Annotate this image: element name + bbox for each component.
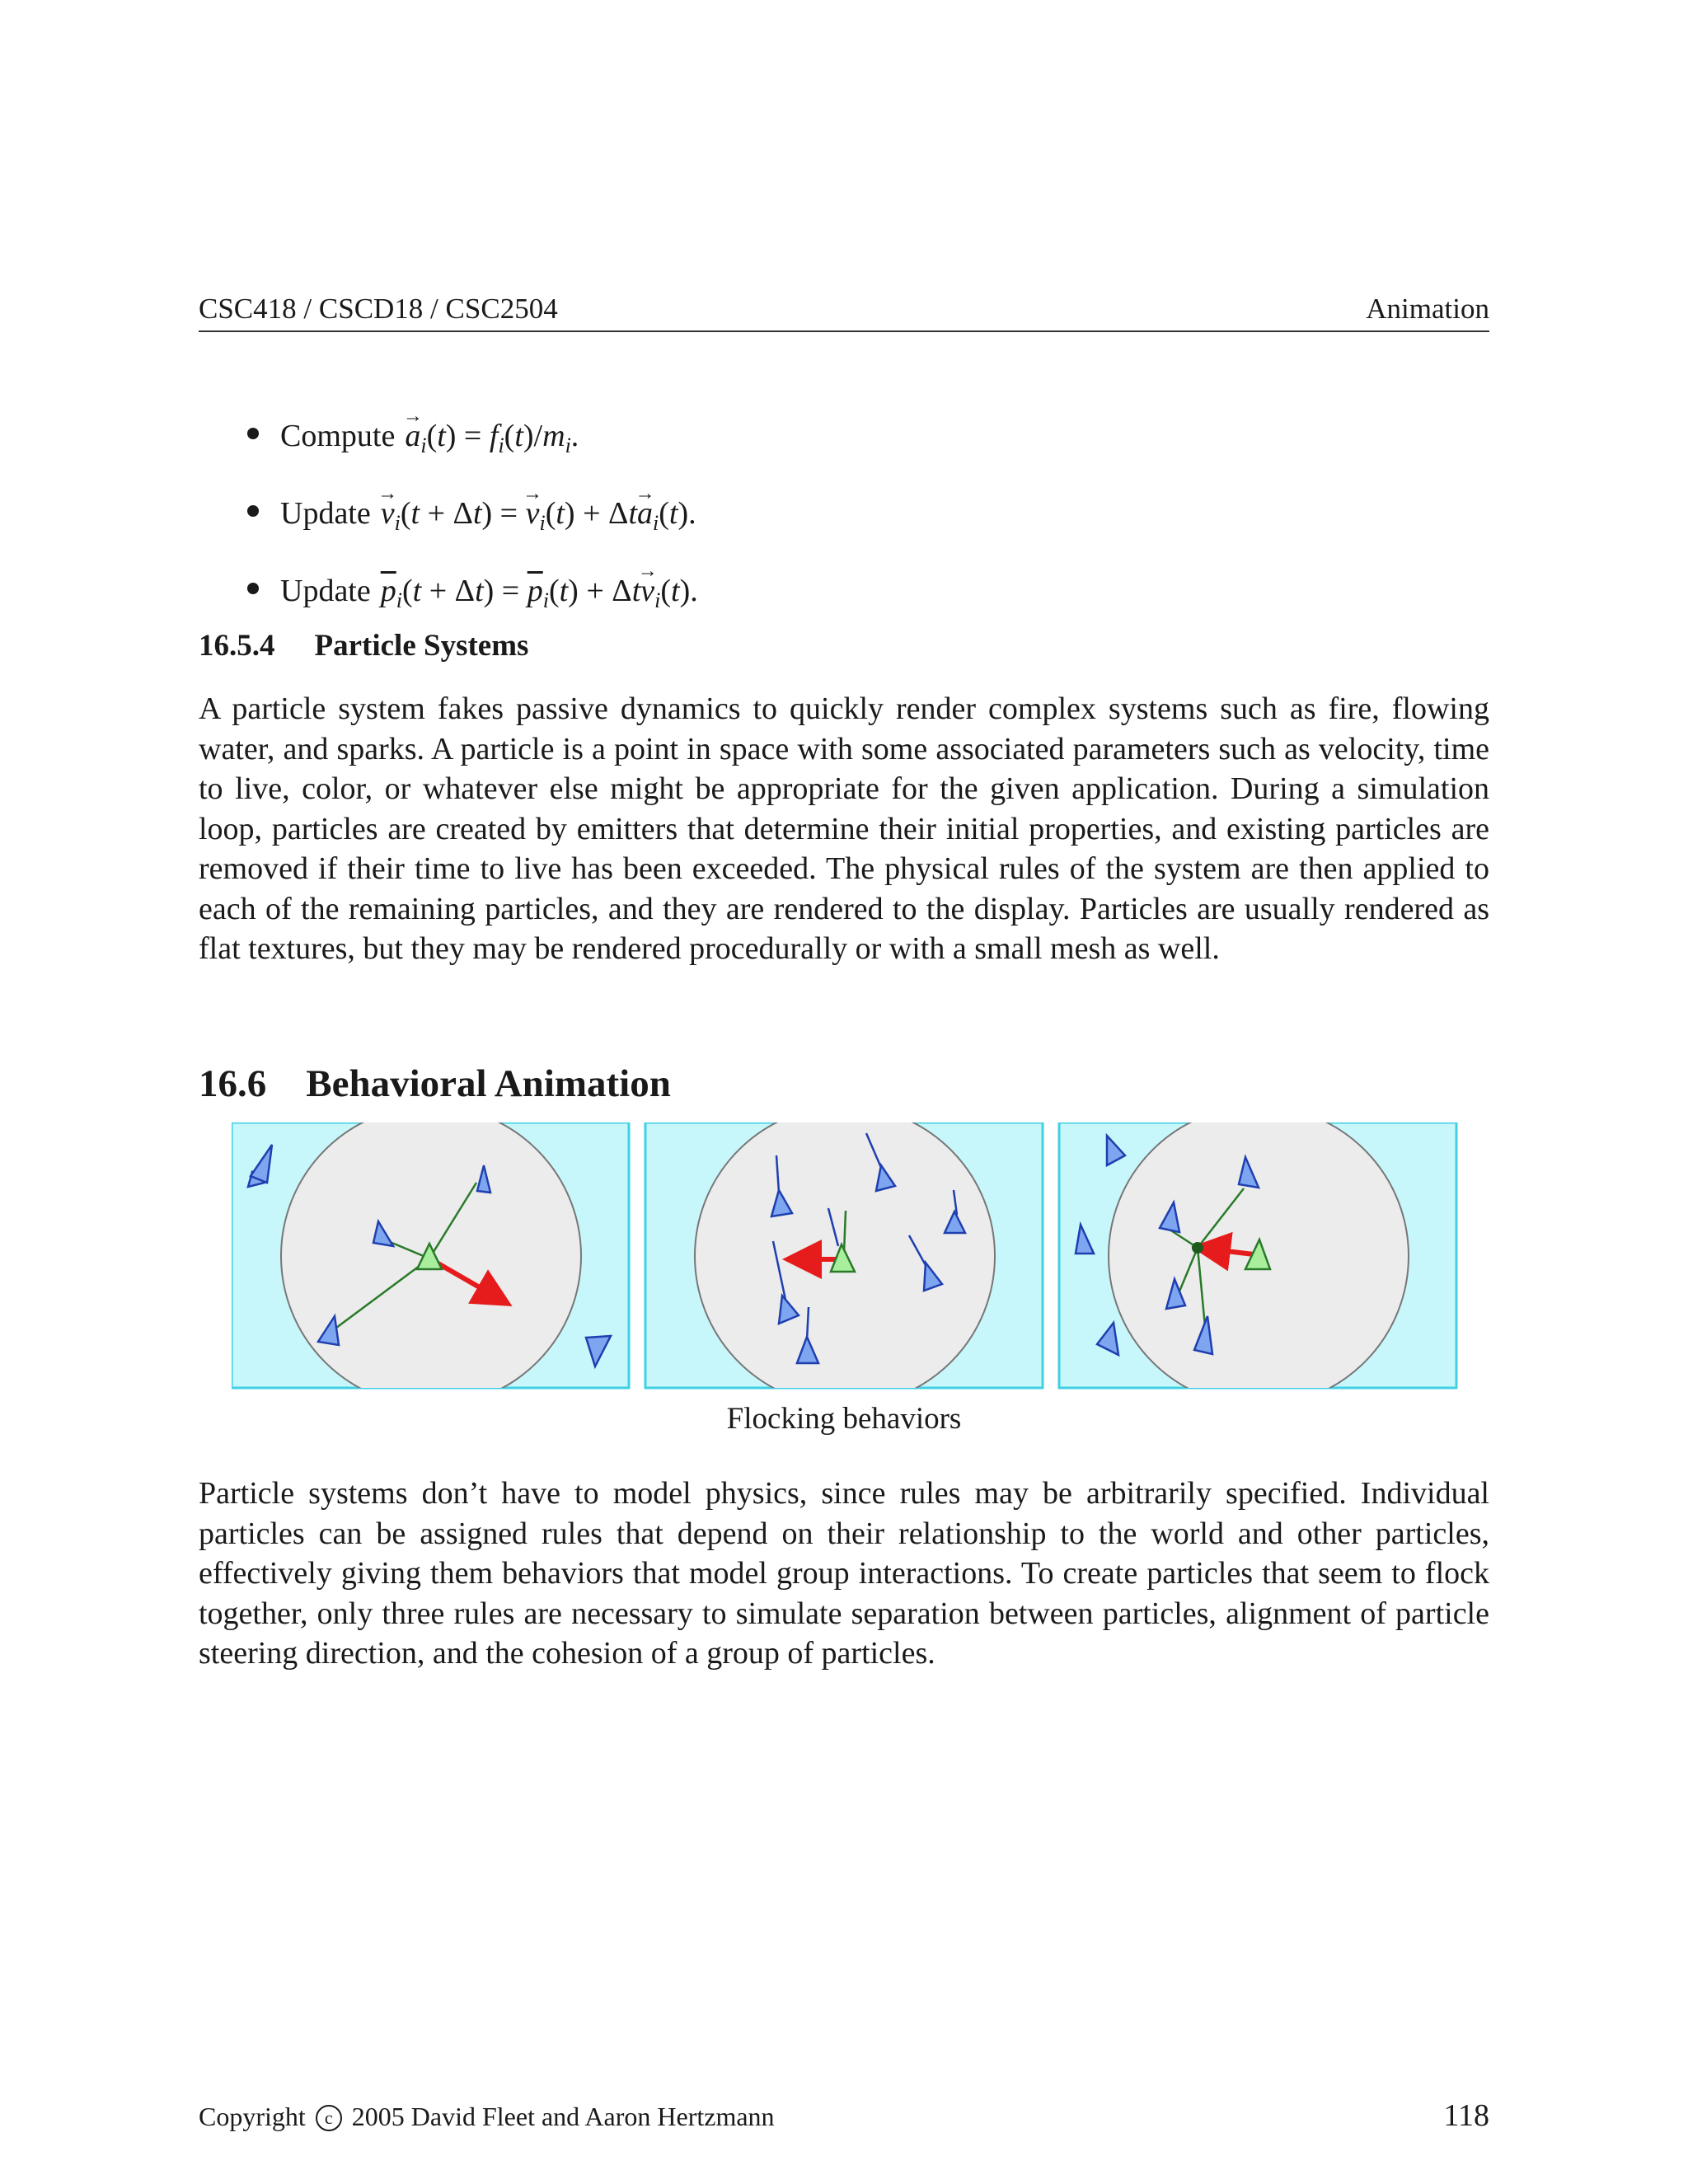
course-codes: CSC418 / CSCD18 / CSC2504 xyxy=(199,293,558,325)
subsection-title: Particle Systems xyxy=(314,629,529,663)
section-heading xyxy=(199,1062,671,1106)
paragraph: A particle system fakes passive dynamics to quickly render complex systems such as fire, flowing water, and sparks. A particle is a point in space with some associated parameters such as velocity, time to live, color, or whatever else might be appropriate for the given application. During a simulation loop, particles are created by emitters that determine their initial properties, and existing particles are removed if their time to live has been exceeded. The physical rules of the system are then applied to each of the remaining particles, and they are rendered to the display. Particles are usually rendered as flat textures, but they may be rendered procedurally or with a small mesh as well. xyxy=(199,691,1489,966)
step-label: Compute xyxy=(280,419,396,453)
copyright-icon: c xyxy=(316,2105,342,2131)
equation: $\overline{p}_i(t + \Delta t) = \overline{p}_i(t) + \Delta t\to v_i(t)$. xyxy=(381,557,698,635)
page-footer xyxy=(199,2097,1489,2134)
step-label: Update xyxy=(280,496,371,531)
bullet-icon xyxy=(247,428,259,439)
update-steps-list xyxy=(247,402,698,635)
subsection-heading xyxy=(199,628,528,663)
copyright-holders: 2005 David Fleet and Aaron Hertzmann xyxy=(351,2102,775,2131)
bullet-icon xyxy=(247,583,259,594)
list-item xyxy=(247,557,698,635)
separation-panel xyxy=(232,1122,629,1391)
section-title: Behavioral Animation xyxy=(306,1062,671,1105)
copyright-prefix: Copyright xyxy=(199,2102,306,2131)
list-item xyxy=(247,402,698,480)
paragraph: Particle systems don’t have to model physics, since rules may be arbitrarily specified. Individual particles can be assigned rules that depend on their relationship to the world and other particles, effectively giving them behaviors that model group interactions. To create particles that seem to flock together, only three rules are necessary to simulate separation between particles, alignment of particle steering direction, and the cohesion of a group of particles. xyxy=(199,1476,1489,1671)
subsection-number: 16.5.4 xyxy=(199,629,275,663)
running-header xyxy=(199,293,1489,332)
cohesion-panel xyxy=(1059,1122,1456,1391)
chapter-title: Animation xyxy=(1366,293,1489,325)
copyright-notice xyxy=(199,2102,775,2133)
bullet-icon xyxy=(247,505,259,517)
alignment-panel xyxy=(645,1122,1043,1391)
page-number: 118 xyxy=(1443,2098,1489,2133)
figure-caption: Flocking behaviors xyxy=(726,1402,962,1436)
flocking-figure xyxy=(232,1122,1460,1391)
section-number: 16.6 xyxy=(199,1062,267,1105)
step-label: Update xyxy=(280,574,371,608)
equation: → $v_i(t + \Delta t)$ = → $v_i(t) + \Delta t\to a_i(t)$. xyxy=(381,480,696,557)
list-item xyxy=(247,480,698,557)
equation: → $a_i(t) = f_i(t)/m_i$. xyxy=(405,402,579,480)
